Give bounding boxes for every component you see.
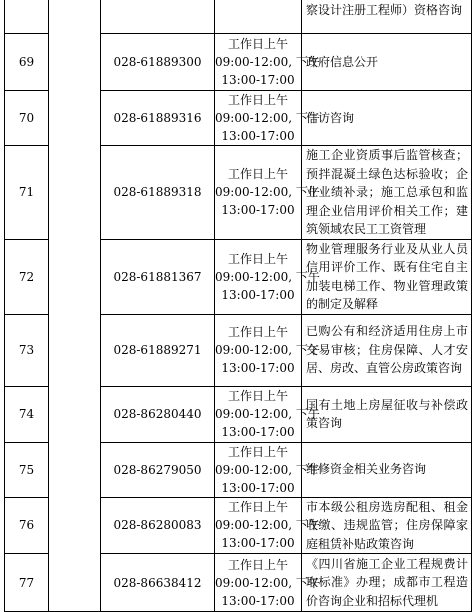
phone-cell (101, 0, 215, 34)
consultation-topic: 已购公有和经济适用住房上市交易审核；住房保障、人才安居、房改、直管公房政策咨询 (302, 314, 472, 386)
consultation-topic: 物业管理服务行业及从业人员信用评价工作、既有住宅自主加装电梯工作、物业管理政策的制定及解释 (302, 239, 472, 314)
phone-number: 028-86280440 (101, 386, 215, 442)
row-number: 76 (5, 497, 49, 554)
row-number: 71 (5, 146, 49, 240)
table-row (5, 0, 472, 34)
service-hours: 工作日上午 09:00-12:00, 下午 13:00-17:00 (215, 554, 302, 612)
service-hotline-table (4, 0, 472, 612)
row-number: 75 (5, 442, 49, 497)
service-hours: 工作日上午 09:00-12:00, 下午 13:00-17:00 (215, 91, 302, 146)
service-hours: 工作日上午 09:00-12:00, 下午 13:00-17:00 (215, 497, 302, 554)
consultation-topic: 政府信息公开 (302, 34, 472, 91)
phone-number: 028-86638412 (101, 554, 215, 612)
hours-cell (215, 0, 302, 34)
service-hours: 工作日上午 09:00-12:00, 下午 13:00-17:00 (215, 34, 302, 91)
service-hours: 工作日上午 09:00-12:00, 下午 13:00-17:00 (215, 314, 302, 386)
row-number: 73 (5, 314, 49, 386)
row-number: 74 (5, 386, 49, 442)
consultation-topic: 施工企业资质事后监管核查；预拌混凝土绿色达标验收；企业业绩补录；施工总承包和监理企业信用评价相关工作；建筑领域农民工工资管理 (302, 146, 472, 240)
consultation-topic: 《四川省施工企业工程规费计取标准》办理；成都市工程造价咨询企业和招标代理机 (302, 554, 472, 612)
number-cell (5, 0, 49, 34)
consultation-topic: 国有土地上房屋征收与补偿政策咨询 (302, 386, 472, 442)
row-number: 72 (5, 239, 49, 314)
phone-number: 028-61889300 (101, 34, 215, 91)
phone-number: 028-86279050 (101, 442, 215, 497)
service-hours: 工作日上午 09:00-12:00, 下午 13:00-17:00 (215, 386, 302, 442)
phone-number: 028-86280083 (101, 497, 215, 554)
phone-number: 028-61881367 (101, 239, 215, 314)
row-number: 77 (5, 554, 49, 612)
topic-cell: 察设计注册工程师）资格咨询 (302, 0, 472, 34)
service-hours: 工作日上午 09:00-12:00, 下午 13:00-17:00 (215, 239, 302, 314)
row-number: 70 (5, 91, 49, 146)
phone-number: 028-61889318 (101, 146, 215, 240)
row-number: 69 (5, 34, 49, 91)
blank-cell (49, 0, 101, 612)
service-hours: 工作日上午 09:00-12:00, 下午 13:00-17:00 (215, 442, 302, 497)
phone-number: 028-61889316 (101, 91, 215, 146)
consultation-topic: 市本级公租房选房配租、租金收缴、违规监管；住房保障家庭租赁补贴政策咨询 (302, 497, 472, 554)
consultation-topic: 信访咨询 (302, 91, 472, 146)
consultation-topic: 维修资金相关业务咨询 (302, 442, 472, 497)
service-hours: 工作日上午 09:00-12:00, 下午 13:00-17:00 (215, 146, 302, 240)
phone-number: 028-61889271 (101, 314, 215, 386)
